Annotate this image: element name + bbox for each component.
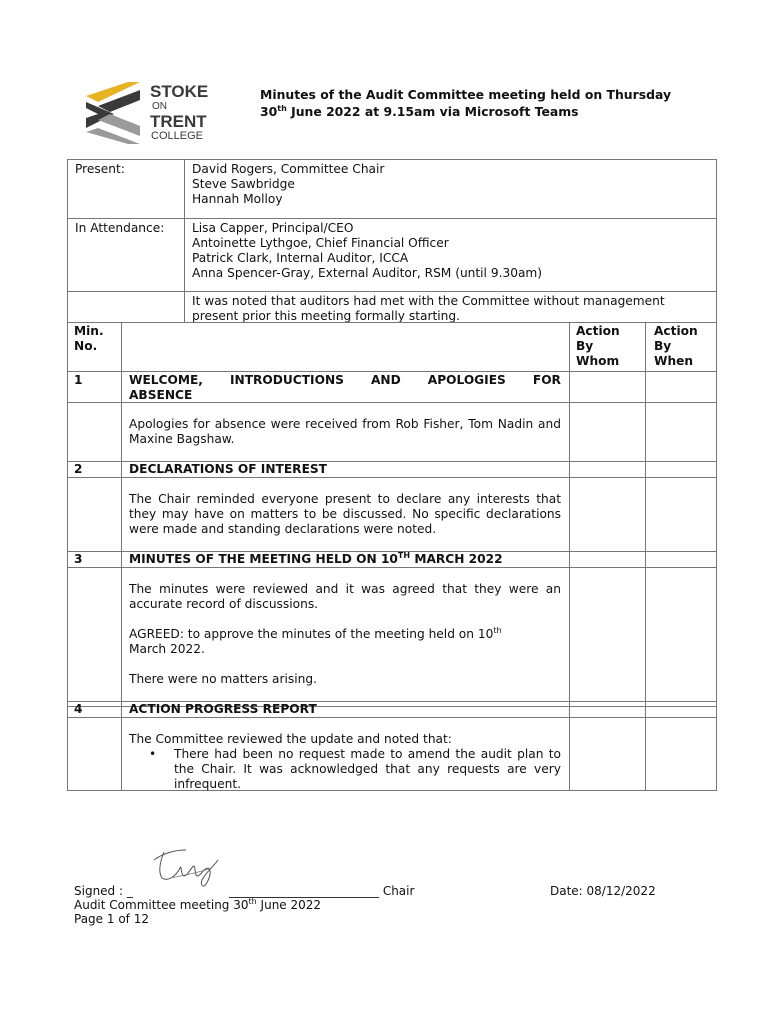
footer-meeting xyxy=(74,898,714,912)
item-number-cell xyxy=(67,567,122,707)
action-when-cell xyxy=(645,567,717,707)
footer-meeting-date: June 2022 xyxy=(256,898,322,912)
item-heading-cell xyxy=(121,701,570,718)
action-header-word: Whom xyxy=(576,354,620,368)
item-body-agreed-line-2: March 2022. xyxy=(129,642,205,656)
bullet-text: There had been no request made to amend the audit plan to the Chair. It was acknowledged that any requests are very infrequent. xyxy=(174,747,561,791)
action-whom-cell xyxy=(569,461,646,478)
item-body: The Committee reviewed the update and noted that: xyxy=(129,732,452,746)
action-when-cell xyxy=(645,477,717,552)
item-body-cell xyxy=(121,402,570,462)
item-number: 3 xyxy=(74,552,83,566)
min-header: Min. xyxy=(74,324,104,338)
logo-word-trent: TRENT xyxy=(150,112,207,131)
title-day: 30 xyxy=(260,104,278,119)
item-body-cell xyxy=(121,717,570,791)
action-whom-cell xyxy=(569,701,646,718)
agreed-suffix: th xyxy=(493,626,502,635)
action-by-whom-header xyxy=(569,322,646,372)
college-logo xyxy=(84,80,224,146)
item-number-cell xyxy=(67,461,122,478)
attendance-label-cell xyxy=(67,218,185,292)
action-by-when-header xyxy=(645,322,717,372)
logo-word-on: ON xyxy=(152,101,167,112)
heading-word: APOLOGIES xyxy=(427,373,506,387)
action-header-word: By xyxy=(576,339,594,353)
title-line-2 xyxy=(260,103,720,120)
attendance-names-cell xyxy=(184,218,717,292)
item-header-cell xyxy=(121,322,570,372)
title-rest: June 2022 at 9.15am via Microsoft Teams xyxy=(286,104,579,119)
action-whom-cell xyxy=(569,551,646,568)
item-number-cell xyxy=(67,551,122,568)
note-cell xyxy=(184,291,717,323)
present-name: Steve Sawbridge xyxy=(192,177,295,191)
college-logo-mark xyxy=(84,80,144,146)
signature-line xyxy=(74,884,714,898)
item-number-cell xyxy=(67,371,122,403)
heading-suffix: TH xyxy=(397,551,411,560)
note-empty-cell xyxy=(67,291,185,323)
action-when-cell xyxy=(645,551,717,568)
chair-line: _________________________ Chair xyxy=(229,884,415,898)
item-heading-cell xyxy=(121,371,570,403)
item-number: 2 xyxy=(74,462,83,476)
heading-word: WELCOME, xyxy=(129,373,203,387)
item-number-cell xyxy=(67,701,122,718)
item-body: The minutes were reviewed and it was agreed that they were an accurate record of discussions. xyxy=(129,582,561,611)
action-header-word: When xyxy=(654,354,694,368)
handwritten-signature xyxy=(150,838,222,890)
present-names-cell xyxy=(184,159,717,219)
action-when-cell xyxy=(645,461,717,478)
logo-word-college: COLLEGE xyxy=(151,130,203,142)
action-header-word: By xyxy=(654,339,672,353)
item-number-cell xyxy=(67,477,122,552)
item-heading: ACTION PROGRESS REPORT xyxy=(129,702,317,716)
page-number: Page 1 of 12 xyxy=(74,912,149,926)
heading-part: MARCH 2022 xyxy=(410,552,503,566)
signature-date: Date: 08/12/2022 xyxy=(550,884,656,898)
bullet-icon: • xyxy=(149,747,157,761)
note-line: It was noted that auditors had met with the Committee without management xyxy=(192,294,665,308)
item-heading-cell xyxy=(121,461,570,478)
action-when-cell xyxy=(645,371,717,403)
item-heading-line-2: ABSENCE xyxy=(129,388,193,402)
item-heading xyxy=(129,552,503,567)
action-when-cell xyxy=(645,701,717,718)
footer-meeting-text: Audit Committee meeting 30 xyxy=(74,898,249,912)
action-header-word: Action xyxy=(576,324,620,338)
attendance-label: In Attendance: xyxy=(75,221,165,235)
action-whom-cell xyxy=(569,477,646,552)
no-header: No. xyxy=(74,339,98,353)
action-whom-cell xyxy=(569,717,646,791)
title-line-1: Minutes of the Audit Committee meeting held on Thursday xyxy=(260,87,672,102)
action-when-cell xyxy=(645,717,717,791)
agreed-text: AGREED: to approve the minutes of the meeting held on 10 xyxy=(129,627,494,641)
document-title xyxy=(260,86,720,120)
title-day-suffix: th xyxy=(277,104,287,113)
footer-meeting-suffix: th xyxy=(248,897,257,906)
item-body-agreed xyxy=(129,627,561,642)
item-heading: DECLARATIONS OF INTEREST xyxy=(129,462,327,476)
item-number: 1 xyxy=(74,373,83,387)
signature-footer xyxy=(74,884,714,926)
heading-word: INTRODUCTIONS xyxy=(229,373,344,387)
item-body-cell xyxy=(121,567,570,707)
logo-word-stoke: STOKE xyxy=(150,82,209,101)
action-whom-cell xyxy=(569,567,646,707)
heading-word: FOR xyxy=(532,373,561,387)
item-heading xyxy=(129,373,561,388)
signed-label: Signed : _ xyxy=(74,884,133,898)
action-header-word: Action xyxy=(654,324,698,338)
heading-part: MINUTES OF THE MEETING HELD ON 10 xyxy=(129,552,398,566)
attendance-name: Lisa Capper, Principal/CEO xyxy=(192,221,354,235)
attendance-name: Antoinette Lythgoe, Chief Financial Officer xyxy=(192,236,449,250)
item-heading-cell xyxy=(121,551,570,568)
action-whom-cell xyxy=(569,402,646,462)
note-line: present prior this meeting formally starting. xyxy=(192,309,461,323)
heading-word: AND xyxy=(370,373,401,387)
action-whom-cell xyxy=(569,371,646,403)
item-number-cell xyxy=(67,402,122,462)
item-body: Apologies for absence were received from Rob Fisher, Tom Nadin and Maxine Bagshaw. xyxy=(129,417,561,446)
present-label-cell xyxy=(67,159,185,219)
item-number-cell xyxy=(67,717,122,791)
item-number: 4 xyxy=(74,702,83,716)
present-name: Hannah Molloy xyxy=(192,192,283,206)
item-body-matters: There were no matters arising. xyxy=(129,672,317,686)
present-label: Present: xyxy=(75,162,125,176)
item-body: The Chair reminded everyone present to declare any interests that they may have on matters to be discussed. No specific declarations were made and standing declarations were noted. xyxy=(129,492,561,536)
attendance-name: Anna Spencer-Gray, External Auditor, RSM (until 9.30am) xyxy=(192,266,543,280)
item-body-cell xyxy=(121,477,570,552)
attendance-name: Patrick Clark, Internal Auditor, ICCA xyxy=(192,251,409,265)
present-name: David Rogers, Committee Chair xyxy=(192,162,385,176)
action-when-cell xyxy=(645,402,717,462)
min-no-header-cell xyxy=(67,322,122,372)
